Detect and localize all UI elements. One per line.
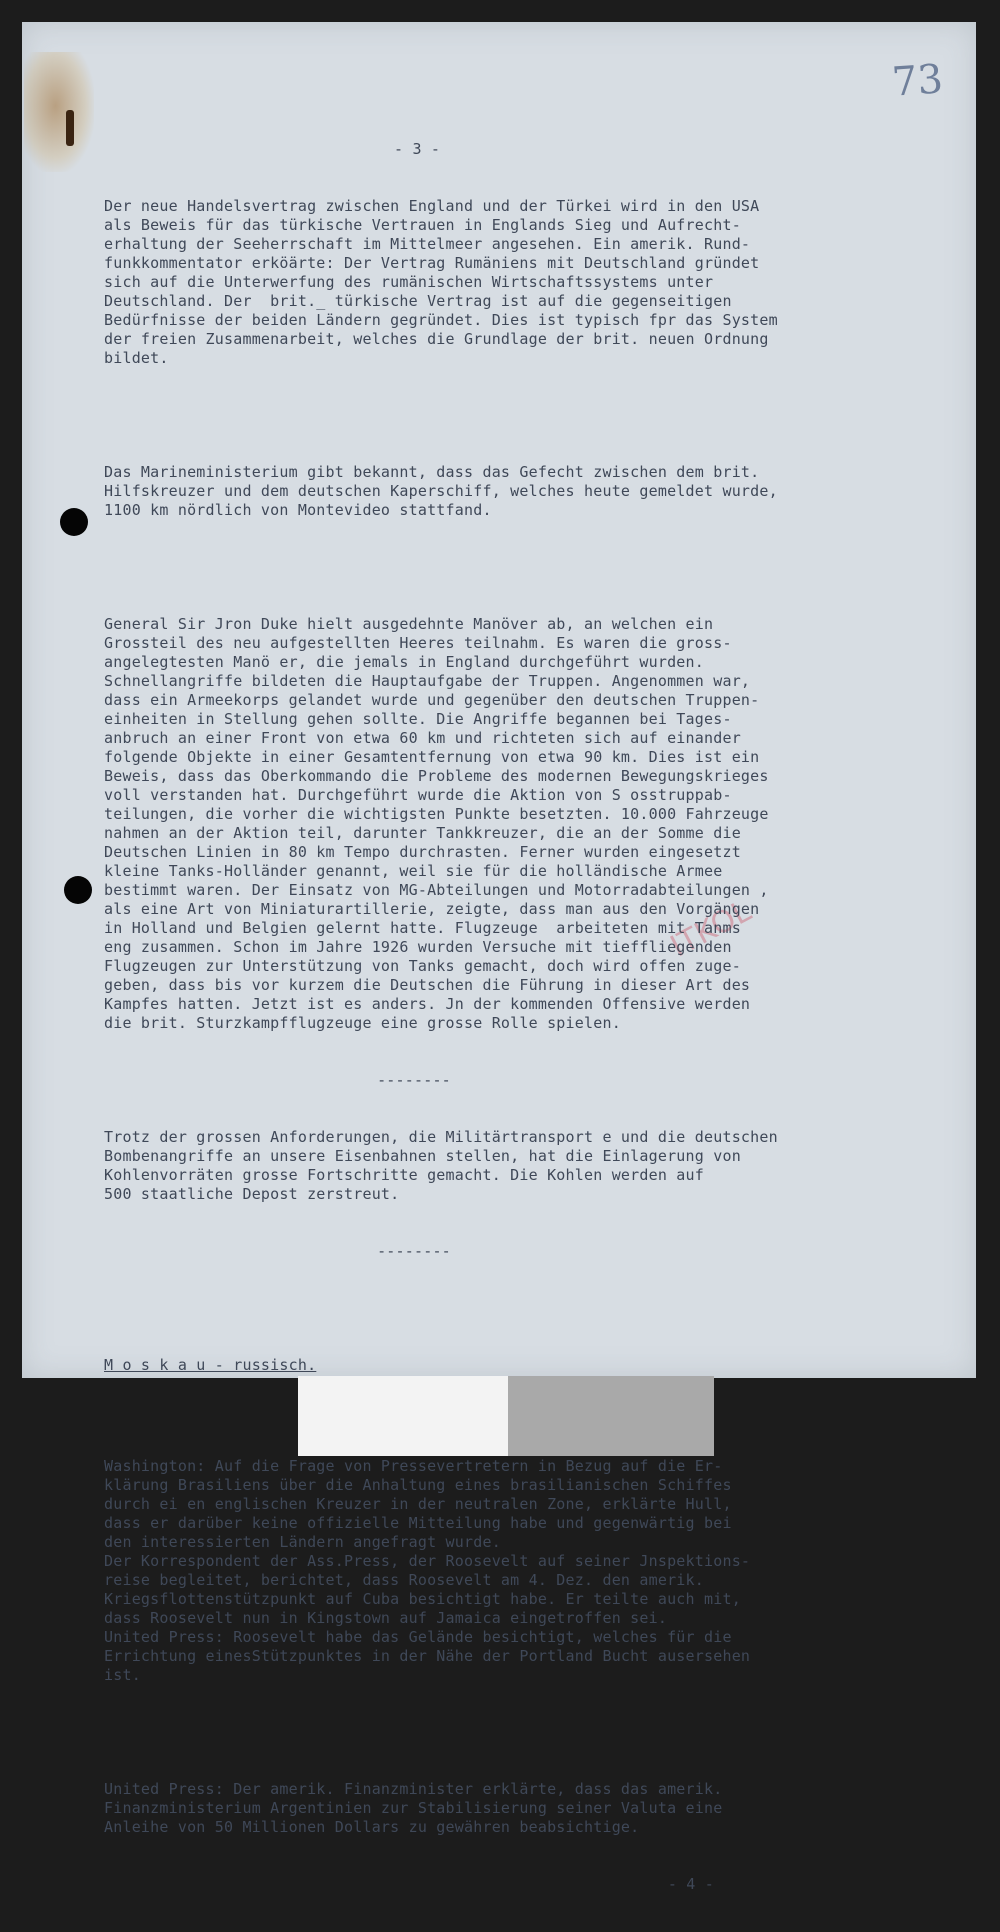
punch-hole: [64, 876, 92, 904]
text-line: in Holland und Belgien gelernt hatte. Flugzeuge arbeiteten mit Tanms: [104, 919, 741, 937]
burn-mark: [66, 110, 74, 146]
text-line: Kriegsflottenstützpunkt auf Cuba besichtigt habe. Er teilte auch mit,: [104, 1590, 741, 1608]
text-line: United Press: Der amerik. Finanzminister erklärte, dass das amerik.: [104, 1780, 723, 1798]
text-line: die brit. Sturzkampfflugzeuge eine grosse Rolle spielen.: [104, 1014, 621, 1032]
text-line: bestimmt waren. Der Einsatz von MG-Abteilungen und Motorradabteilungen ,: [104, 881, 769, 899]
section-heading: M o s k a u - russisch.: [104, 1356, 317, 1374]
separator: --------: [377, 1071, 451, 1089]
faded-stamp: ITKOL: [664, 893, 757, 965]
paragraph-coal: [104, 1128, 974, 1204]
text-line: dass er darüber keine offizielle Mitteilung habe und gegenwärtig bei: [104, 1514, 732, 1532]
text-line: Errichtung einesStützpunktes in der Nähe der Portland Bucht ausersehen: [104, 1647, 751, 1665]
text-line: der freien Zusammenarbeit, welches die Grundlage der brit. neuen Ordnung: [104, 330, 769, 348]
text-line: Bombenangriffe an unsere Eisenbahnen stellen, hat die Einlagerung von: [104, 1147, 741, 1165]
text-line: den interessierten Ländern angefragt wurde.: [104, 1533, 501, 1551]
text-line: funkkommentator erköärte: Der Vertrag Rumäniens mit Deutschland gründet: [104, 254, 760, 272]
text-line: 500 staatliche Depost zerstreut.: [104, 1185, 400, 1203]
separator: --------: [377, 1242, 451, 1260]
paragraph-navy: [104, 463, 974, 520]
text-line: 1100 km nördlich von Montevideo stattfand.: [104, 501, 492, 519]
paragraph-washington: [104, 1457, 974, 1685]
text-line: teilungen, die vorher die wichtigsten Punkte besetzten. 10.000 Fahrzeuge: [104, 805, 769, 823]
text-line: durch ei en englischen Kreuzer in der neutralen Zone, erklärte Hull,: [104, 1495, 732, 1513]
text-line: geben, dass bis vor kurzem die Deutschen die Führung in dieser Art des: [104, 976, 751, 994]
folio-number: 73: [890, 56, 945, 106]
text-line: Beweis, dass das Oberkommando die Probleme des modernen Bewegungskrieges: [104, 767, 769, 785]
text-line: Das Marineministerium gibt bekannt, dass das Gefecht zwischen dem brit.: [104, 463, 760, 481]
text-line: Der neue Handelsvertrag zwischen England und der Türkei wird in den USA: [104, 197, 760, 215]
page-marker-top: - 3 -: [394, 140, 441, 158]
text-line: voll verstanden hat. Durchgeführt wurde die Aktion von S osstruppab-: [104, 786, 732, 804]
text-line: Washington: Auf die Frage von Pressevertretern in Bezug auf die Er-: [104, 1457, 723, 1475]
text-line: als eine Art von Miniaturartillerie, zeigte, dass man aus den Vorgängen: [104, 900, 760, 918]
calibration-card-grey: [508, 1376, 714, 1456]
text-line: reise begleitet, berichtet, dass Roosevelt am 4. Dez. den amerik.: [104, 1571, 704, 1589]
text-line: folgende Objekte in einer Gesamtentfernung von etwa 90 km. Dies ist ein: [104, 748, 760, 766]
text-line: angelegtesten Manö er, die jemals in England durchgeführt wurden.: [104, 653, 704, 671]
text-line: nahmen an der Aktion teil, darunter Tankkreuzer, die an der Somme die: [104, 824, 741, 842]
text-line: General Sir Jron Duke hielt ausgedehnte Manöver ab, an welchen ein: [104, 615, 714, 633]
text-line: als Beweis für das türkische Vertrauen in Englands Sieg und Aufrecht-: [104, 216, 741, 234]
document-sheet: [22, 22, 976, 1893]
text-line: Grossteil des neu aufgestellten Heeres teilnahm. Es waren die gross-: [104, 634, 732, 652]
text-line: klärung Brasiliens über die Anhaltung eines brasilianischen Schiffes: [104, 1476, 732, 1494]
text-line: bildet.: [104, 349, 169, 367]
text-line: Hilfskreuzer und dem deutschen Kaperschiff, welches heute gemeldet wurde,: [104, 482, 778, 500]
text-line: Der Korrespondent der Ass.Press, der Roosevelt auf seiner Jnspektions-: [104, 1552, 751, 1570]
text-line: dass ein Armeekorps gelandet wurde und gegenüber den deutschen Truppen-: [104, 691, 760, 709]
paragraph-finance: [104, 1780, 974, 1837]
text-line: sich auf die Unterwerfung des rumänischen Wirtschaftssystems unter: [104, 273, 714, 291]
text-line: ist.: [104, 1666, 141, 1684]
punch-hole: [60, 508, 88, 536]
typed-text: [104, 102, 974, 1932]
text-line: Trotz der grossen Anforderungen, die Militärtransport e und die deutschen: [104, 1128, 778, 1146]
text-line: anbruch an einer Front von etwa 60 km und richteten sich auf einander: [104, 729, 741, 747]
text-line: Deutschland. Der brit._ türkische Vertrag ist auf die gegenseitigen: [104, 292, 732, 310]
text-line: United Press: Roosevelt habe das Gelände besichtigt, welches für die: [104, 1628, 732, 1646]
text-line: eng zusammen. Schon im Jahre 1926 wurden Versuche mit tieffliegenden: [104, 938, 732, 956]
text-line: Bedürfnisse der beiden Ländern gegründet. Dies ist typisch fpr das System: [104, 311, 778, 329]
text-line: erhaltung der Seeherrschaft im Mittelmeer angesehen. Ein amerik. Rund-: [104, 235, 751, 253]
text-line: Deutschen Linien in 80 km Tempo durchrasten. Ferner wurden eingesetzt: [104, 843, 741, 861]
page-marker-bottom: - 4 -: [667, 1875, 714, 1893]
text-line: Schnellangriffe bildeten die Hauptaufgabe der Truppen. Angenommen war,: [104, 672, 751, 690]
text-line: dass Roosevelt nun in Kingstown auf Jamaica eingetroffen sei.: [104, 1609, 668, 1627]
paragraph-maneuvers: [104, 615, 974, 1033]
paragraph-trade-treaty: [104, 197, 974, 368]
rust-stain: [24, 52, 94, 172]
calibration-card-white: [298, 1376, 508, 1456]
text-line: Anleihe von 50 Millionen Dollars zu gewähren beabsichtige.: [104, 1818, 640, 1836]
text-line: Kohlenvorräten grosse Fortschritte gemacht. Die Kohlen werden auf: [104, 1166, 704, 1184]
text-line: Kampfes hatten. Jetzt ist es anders. Jn der kommenden Offensive werden: [104, 995, 751, 1013]
text-line: Flugzeugen zur Unterstützung von Tanks gemacht, doch wird offen zuge-: [104, 957, 741, 975]
text-line: kleine Tanks-Holländer genannt, weil sie für die holländische Armee: [104, 862, 723, 880]
text-line: einheiten in Stellung gehen sollte. Die Angriffe begannen bei Tages-: [104, 710, 732, 728]
text-line: Finanzministerium Argentinien zur Stabilisierung seiner Valuta eine: [104, 1799, 723, 1817]
